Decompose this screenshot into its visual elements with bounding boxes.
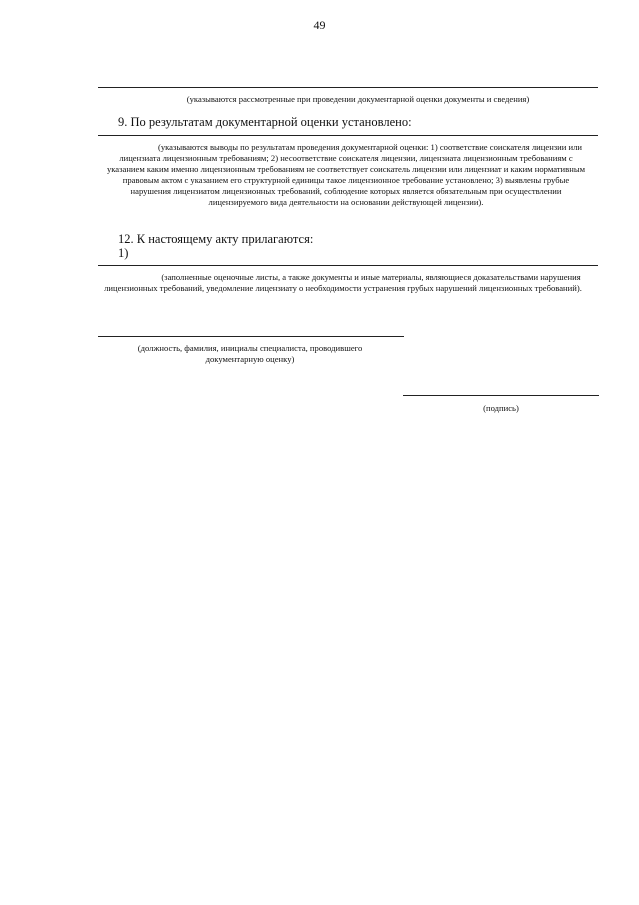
section-12-caption: (заполненные оценочные листы, а также документы и иные материалы, являющиеся доказательствами нарушения лицензионных требований, уведомление лицензиату о необходимости устранения грубых нарушений лицензионных требований). xyxy=(104,272,582,293)
signature-caption: (подпись) xyxy=(483,403,519,413)
section-12-heading: 12. К настоящему акту прилагаются: xyxy=(118,232,314,246)
documents-line xyxy=(98,87,598,88)
section-9-line xyxy=(98,135,598,136)
specialist-caption: (должность, фамилия, инициалы специалиста, проводившего документарную оценку) xyxy=(137,343,363,364)
section-12-line xyxy=(98,265,598,266)
section-9-heading: 9. По результатам документарной оценки установлено: xyxy=(118,115,412,129)
documents-caption: (указываются рассмотренные при проведении документарной оценки документы и сведения) xyxy=(186,94,530,104)
section-9-caption: (указываются выводы по результатам проведения документарной оценки: 1) соответствие соискателя лицензии или лицензиата лицензионным требованиям; 2) несоответствие соискателя лицензии, лицензиата лицензионным требованиям с указанием каким именно лицензионным требованиям не соответствует соискатель лицензии или лицензиат и каким нормативным правовым актом с указанием его структурной единицы такое лицензионное требование установлено; 3) выявлены грубые нарушения лицензиатом лицензионных требований, соблюдение которых является обязательным при осуществлении лицензируемого вида деятельности на основании действующей лицензии). xyxy=(106,142,586,207)
page-number: 49 xyxy=(313,18,326,32)
section-12-item-1: 1) xyxy=(118,246,129,260)
specialist-line xyxy=(98,336,404,337)
signature-line xyxy=(403,395,599,396)
